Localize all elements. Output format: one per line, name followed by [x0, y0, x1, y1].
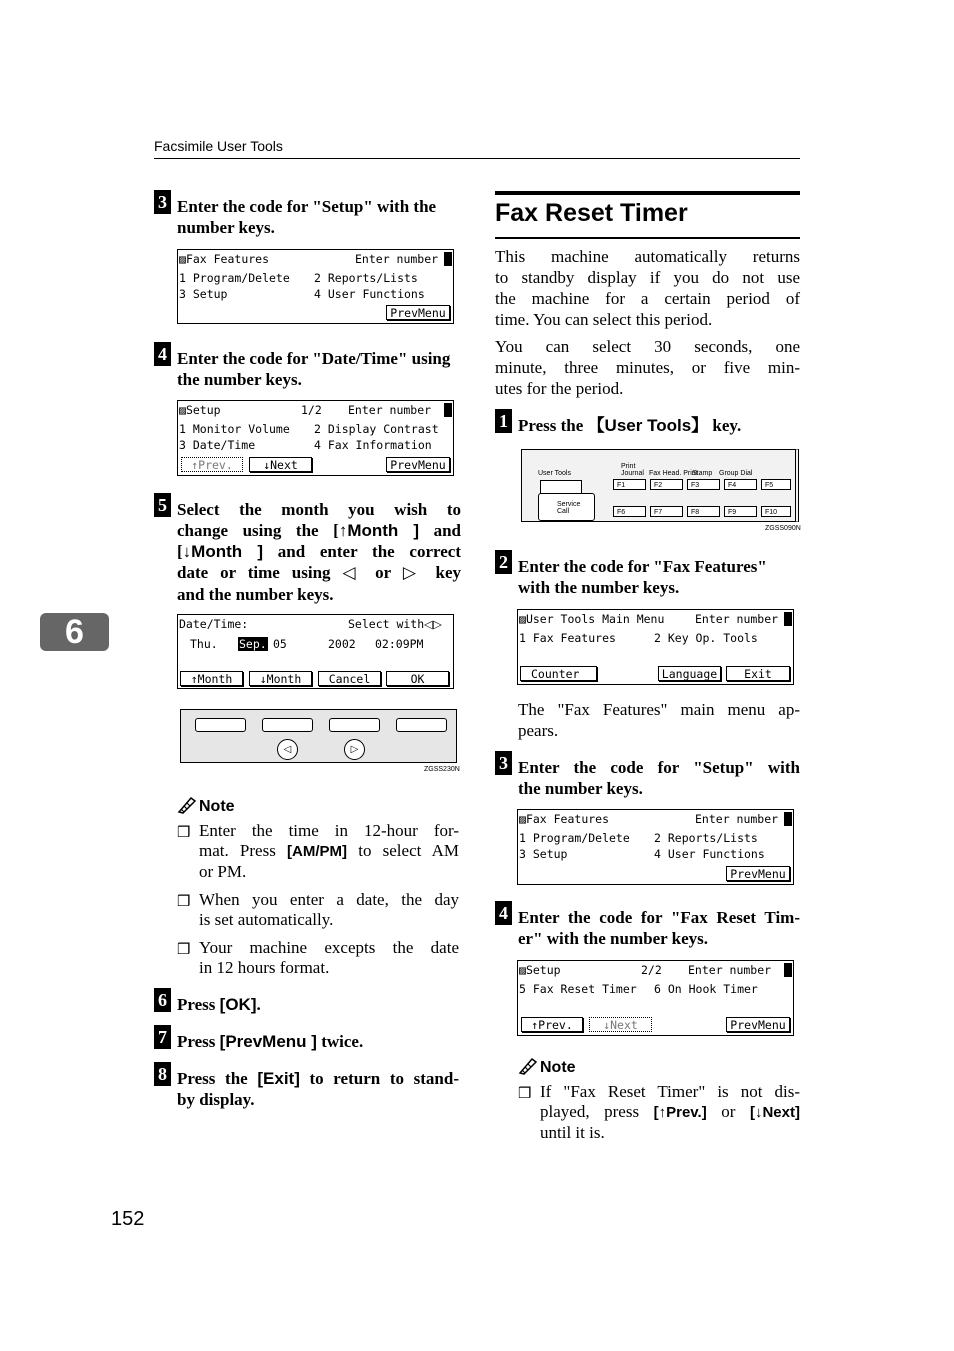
lcd-time: 02:09PM — [375, 637, 424, 651]
step-text: Press [OK]. — [177, 995, 261, 1014]
lcd-row: 4 User Functions — [654, 847, 765, 861]
step-number: 2 — [495, 550, 512, 574]
f1-key[interactable]: F1 — [613, 479, 646, 490]
group-dial-label: Group Dial — [719, 470, 753, 477]
left-arrow-icon: ◁ — [424, 617, 434, 631]
next-button[interactable]: ↓Next — [249, 457, 312, 472]
lcd-day: Thu. — [190, 637, 218, 651]
keypad-illustration — [521, 449, 799, 522]
lcd-title: ▨User Tools Main Menu — [519, 612, 665, 626]
lcd-title: ▨Setup — [179, 403, 221, 417]
left-key-icon: ◁ — [342, 563, 364, 583]
panel-key[interactable] — [195, 718, 246, 732]
step-text: Press [PrevMenu ] twice. — [177, 1032, 364, 1051]
chapter-tab: 6 — [40, 613, 109, 651]
intro-paragraph: You can select 30 seconds, one minute, three minutes, or five min- utes for the period. — [495, 337, 800, 398]
lcd-prompt: Enter number — [688, 963, 772, 977]
section-rule — [495, 191, 800, 195]
figure-code: ZGSS230N — [424, 766, 460, 773]
lcd-prompt: Enter number — [355, 252, 439, 266]
lcd-prompt: Select with◁▷ — [348, 617, 442, 631]
note-title: Note — [199, 798, 235, 815]
step-text: Enter the code for "Fax Features" with the number keys. — [518, 557, 767, 597]
lcd-row: 3 Setup — [179, 287, 228, 301]
f7-key[interactable]: F7 — [650, 506, 683, 517]
note-item: Your machine excepts the date in 12 hours format. — [199, 938, 459, 977]
step-text: Enter the code for "Setup" with the number keys. — [518, 758, 800, 798]
step-number: 4 — [154, 342, 171, 366]
lcd-user-tools-main-menu — [517, 609, 794, 685]
lcd-row: 2 Key Op. Tools — [654, 631, 758, 645]
lcd-cursor — [444, 252, 452, 266]
section-rule — [495, 237, 800, 239]
checkbox-icon: ❒ — [177, 823, 191, 841]
intro-paragraph: This machine automatically returns to standby display if you do not use the machine for a certain period of time. You can select this period. — [495, 247, 800, 329]
next-button[interactable]: ↓Next — [589, 1017, 652, 1032]
lcd-row: 4 User Functions — [314, 287, 425, 301]
f3-key[interactable]: F3 — [687, 479, 720, 490]
step-number: 1 — [495, 409, 512, 433]
lcd-row: 3 Setup — [519, 847, 568, 861]
running-header: Facsimile User Tools — [154, 138, 283, 154]
lcd-setup-1 — [177, 400, 454, 476]
result-text: The "Fax Features" main menu ap- pears. — [518, 700, 800, 740]
lcd-page: 1/2 — [301, 403, 322, 417]
lcd-month-selected: Sep. — [239, 637, 267, 651]
lcd-prompt: Enter number — [695, 812, 779, 826]
note-icon — [518, 1057, 538, 1080]
right-key-icon: ▷ — [402, 563, 424, 583]
prevmenu-button[interactable]: PrevMenu — [386, 457, 450, 472]
lcd-row: 6 On Hook Timer — [654, 982, 758, 996]
f9-key[interactable]: F9 — [724, 506, 757, 517]
f6-key[interactable]: F6 — [613, 506, 646, 517]
step-number: 7 — [154, 1025, 171, 1049]
left-arrow-key-icon[interactable]: ◁ — [277, 739, 298, 760]
prevmenu-button[interactable]: PrevMenu — [386, 305, 450, 320]
lcd-row: 5 Fax Reset Timer — [519, 982, 637, 996]
lcd-row: 1 Monitor Volume — [179, 422, 290, 436]
month-up-button[interactable]: ↑Month — [180, 671, 243, 686]
user-tools-key[interactable] — [540, 480, 582, 494]
checkbox-icon: ❒ — [177, 892, 191, 910]
lcd-cursor — [784, 612, 792, 626]
panel-key[interactable] — [329, 718, 380, 732]
lcd-row: 1 Program/Delete — [179, 271, 290, 285]
lcd-setup-2 — [517, 960, 794, 1036]
lcd-fax-features — [517, 809, 794, 885]
lcd-row: 2 Display Contrast — [314, 422, 439, 436]
lcd-date: 05 — [273, 637, 287, 651]
control-panel — [180, 709, 457, 763]
lcd-row: 1 Program/Delete — [519, 831, 630, 845]
lcd-cursor — [784, 963, 792, 977]
lcd-prompt: Enter number — [348, 403, 432, 417]
step-number: 4 — [495, 901, 512, 925]
note-item: If "Fax Reset Timer" is not dis- played, press [↑Prev.] or [↓Next] until it is. — [540, 1082, 800, 1142]
lcd-cursor — [784, 812, 792, 826]
lcd-row: 2 Reports/Lists — [314, 271, 418, 285]
prevmenu-button[interactable]: PrevMenu — [726, 866, 790, 881]
fax-head-print-label: Fax Head. Print — [649, 470, 698, 477]
note-icon — [177, 796, 197, 819]
exit-button[interactable]: Exit — [726, 666, 790, 681]
service-call-key[interactable]: Service Call — [538, 493, 595, 521]
prev-button[interactable]: ↑Prev. — [521, 1017, 583, 1032]
lcd-title: ▨Fax Features — [519, 812, 610, 826]
f5-key[interactable]: F5 — [761, 479, 791, 490]
lcd-cursor — [444, 403, 452, 417]
lcd-page: 2/2 — [641, 963, 662, 977]
f10-key[interactable]: F10 — [761, 506, 791, 517]
step-text: Press the 【User Tools】 key. — [518, 416, 742, 435]
step-text: Select the month you wish to change using the [↑Month ] and [↓Month ] and enter the correct date or time using ◁ or ▷ key and the number keys. — [177, 500, 462, 604]
step-number: 3 — [495, 751, 512, 775]
lcd-row: 4 Fax Information — [314, 438, 432, 452]
step-number: 5 — [154, 493, 171, 517]
right-arrow-key-icon[interactable]: ▷ — [344, 739, 365, 760]
cancel-button[interactable]: Cancel — [318, 671, 381, 686]
user-tools-label: User Tools — [538, 470, 571, 477]
ok-button[interactable]: OK — [386, 671, 449, 686]
lcd-title: ▨Fax Features — [179, 252, 270, 266]
lcd-year: 2002 — [328, 637, 356, 651]
panel-key[interactable] — [262, 718, 313, 732]
checkbox-icon: ❒ — [518, 1084, 532, 1102]
panel-key[interactable] — [396, 718, 447, 732]
f2-key[interactable]: F2 — [650, 479, 683, 490]
lcd-prompt: Enter number — [695, 612, 779, 626]
prev-button[interactable]: ↑Prev. — [181, 457, 243, 472]
step-text: Enter the code for "Fax Reset Tim- er" with the number keys. — [518, 908, 800, 948]
stamp-label: Stamp — [692, 470, 713, 477]
note-item: When you enter a date, the day is set automatically. — [199, 890, 459, 929]
lcd-row: 1 Fax Features — [519, 631, 616, 645]
note-title: Note — [540, 1059, 576, 1076]
lcd-row: 2 Reports/Lists — [654, 831, 758, 845]
print-journal-label: Print Journal — [621, 463, 644, 477]
lcd-fax-features — [177, 249, 454, 324]
step-number: 8 — [154, 1062, 171, 1086]
lcd-title: Date/Time: — [179, 617, 249, 631]
step-number: 3 — [154, 190, 171, 214]
step-text: Press the [Exit] to return to stand- by display. — [177, 1069, 460, 1109]
lcd-date-time — [177, 614, 454, 689]
step-text: Enter the code for "Setup" with the number keys. — [177, 197, 437, 237]
section-title: Fax Reset Timer — [495, 199, 688, 227]
step-number: 6 — [154, 988, 171, 1012]
step-text: Enter the code for "Date/Time" using the number keys. — [177, 349, 451, 389]
right-arrow-icon: ▷ — [433, 617, 442, 631]
month-down-button[interactable]: ↓Month — [249, 671, 312, 686]
lcd-title: ▨Setup — [519, 963, 561, 977]
figure-code: ZGSS090N — [765, 525, 801, 532]
f4-key[interactable]: F4 — [724, 479, 757, 490]
counter-button[interactable]: Counter — [520, 666, 597, 681]
language-button[interactable]: Language — [658, 666, 721, 681]
prevmenu-button[interactable]: PrevMenu — [726, 1017, 790, 1032]
header-rule — [154, 158, 800, 159]
note-item: Enter the time in 12-hour for- mat. Press [AM/PM] to select AM or PM. — [199, 821, 459, 881]
lcd-row: 3 Date/Time — [179, 438, 256, 452]
page-number: 152 — [111, 1208, 145, 1230]
checkbox-icon: ❒ — [177, 940, 191, 958]
f8-key[interactable]: F8 — [687, 506, 720, 517]
